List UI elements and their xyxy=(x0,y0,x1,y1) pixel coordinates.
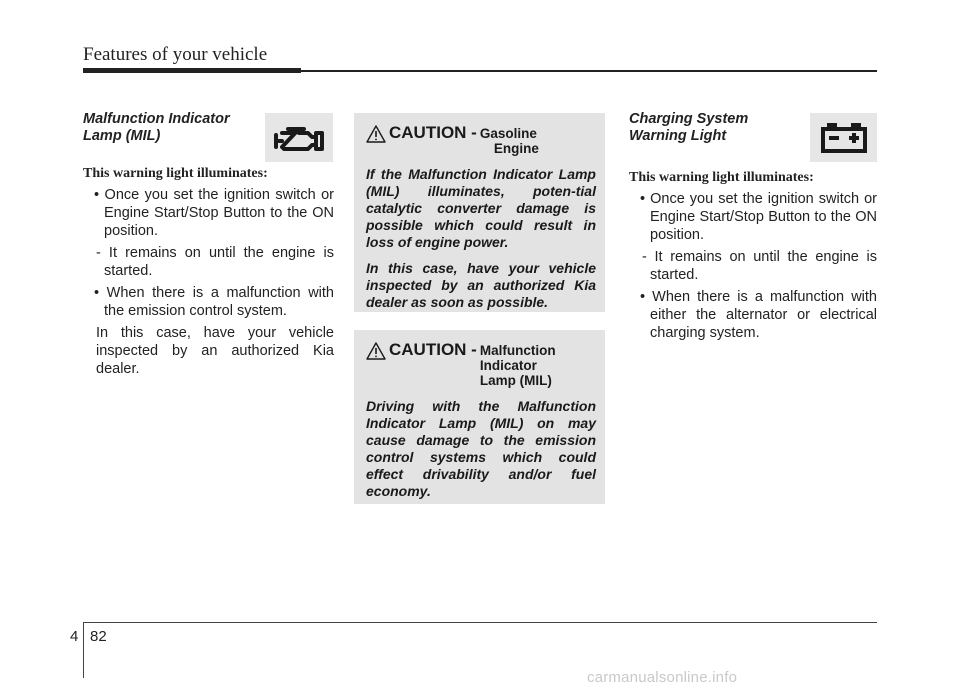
charging-sub-1: - It remains on until the engine is started. xyxy=(642,249,877,283)
caution-mil-header xyxy=(366,340,596,388)
caution-mil-subtitle-line1: Malfunction xyxy=(479,343,556,358)
caution-gasoline-para1: If the Malfunction Indicator Lamp (MIL) illuminates, poten-tial catalytic converter damage is possible which could result in loss of engine power. xyxy=(366,166,596,250)
caution-gasoline-para2: In this case, have your vehicle inspected by an authorized Kia dealer as soon as possible. xyxy=(366,260,596,310)
engine-check-icon-box xyxy=(265,113,333,162)
caution-gasoline-subtitle-line1: Gasoline xyxy=(479,126,537,141)
watermark: carmanualsonline.info xyxy=(587,669,738,686)
page-number: 82 xyxy=(90,628,107,645)
caution-gasoline-header xyxy=(366,123,596,156)
caution-mil-para1: Driving with the Malfunction Indicator Lamp (MIL) on may cause damage to the emission control systems which could effect drivability and/or fuel economy. xyxy=(366,398,596,499)
header-rule-thick xyxy=(83,68,301,73)
chapter-number: 4 xyxy=(70,628,79,645)
charging-heading-line1: Charging System xyxy=(629,111,749,127)
mil-heading-line2: Lamp (MIL) xyxy=(83,128,161,144)
caution-gasoline-body xyxy=(366,166,596,311)
mil-intro: This warning light illuminates: xyxy=(83,166,268,181)
mil-bullets xyxy=(83,186,334,382)
caution-gasoline-box xyxy=(354,113,605,312)
warning-triangle-icon xyxy=(366,342,386,360)
charging-bullets xyxy=(629,190,877,346)
caution-mil-label: CAUTION - xyxy=(389,340,477,359)
mil-bullet-2: • When there is a malfunction with the emission control system. xyxy=(94,285,334,319)
caution-mil-box xyxy=(354,330,605,504)
caution-mil-subtitle-line3: Lamp (MIL) xyxy=(479,373,552,388)
mil-heading xyxy=(83,111,230,145)
mil-bullet-1: • Once you set the ignition switch or Engine Start/Stop Button to the ON position. xyxy=(94,187,334,239)
warning-triangle-icon xyxy=(366,125,386,143)
charging-intro: This warning light illuminates: xyxy=(629,170,814,185)
charging-bullet-1: • Once you set the ignition switch or Engine Start/Stop Button to the ON position. xyxy=(640,191,877,243)
caution-mil-subtitle xyxy=(480,343,556,388)
engine-check-icon xyxy=(272,121,326,155)
caution-gasoline-subtitle xyxy=(480,126,539,156)
charging-bullet-2: • When there is a malfunction with either the alternator or electrical charging system. xyxy=(640,289,877,341)
caution-mil-subtitle-line2: Indicator xyxy=(479,358,537,373)
mil-heading-line1: Malfunction Indicator xyxy=(83,111,230,127)
header-title: Features of your vehicle xyxy=(83,44,268,65)
caution-gasoline-subtitle-line2: Engine xyxy=(493,141,539,156)
caution-mil-body xyxy=(366,398,596,500)
caution-gasoline-label: CAUTION - xyxy=(389,123,477,142)
battery-icon xyxy=(817,121,871,155)
header-rule-thin xyxy=(301,70,877,72)
battery-icon-box xyxy=(810,113,877,162)
footer-divider xyxy=(83,622,84,678)
mil-para-1: In this case, have your vehicle inspected by an authorized Kia dealer. xyxy=(96,325,334,377)
footer-rule xyxy=(83,622,877,623)
charging-heading xyxy=(629,111,748,145)
charging-heading-line2: Warning Light xyxy=(629,128,727,144)
mil-sub-1: - It remains on until the engine is started. xyxy=(96,245,334,279)
